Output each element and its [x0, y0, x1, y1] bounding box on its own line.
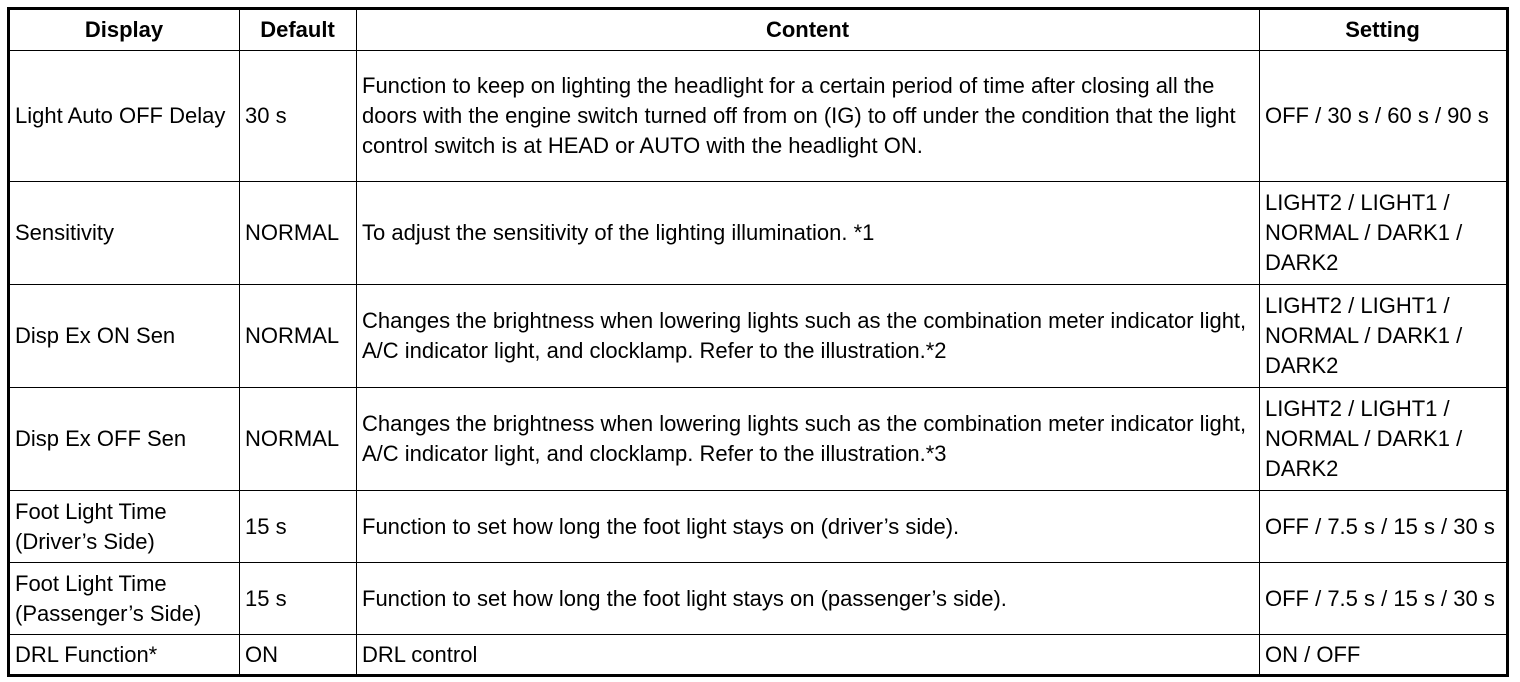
cell-display: DRL Function* [9, 635, 240, 676]
cell-default: NORMAL [240, 182, 357, 285]
header-content: Content [357, 9, 1260, 51]
cell-content: DRL control [357, 635, 1260, 676]
table-row [9, 388, 1508, 491]
cell-display: Light Auto OFF Delay [9, 51, 240, 182]
table-row [9, 635, 1508, 676]
cell-default: 30 s [240, 51, 357, 182]
cell-default: ON [240, 635, 357, 676]
cell-content: Function to set how long the foot light stays on (driver’s side). [357, 491, 1260, 563]
cell-display: Sensitivity [9, 182, 240, 285]
cell-setting: OFF / 30 s / 60 s / 90 s [1260, 51, 1508, 182]
cell-setting: LIGHT2 / LIGHT1 / NORMAL / DARK1 / DARK2 [1260, 182, 1508, 285]
cell-default: 15 s [240, 563, 357, 635]
cell-setting: OFF / 7.5 s / 15 s / 30 s [1260, 491, 1508, 563]
cell-setting: OFF / 7.5 s / 15 s / 30 s [1260, 563, 1508, 635]
settings-table [7, 7, 1509, 677]
cell-default: 15 s [240, 491, 357, 563]
header-setting: Setting [1260, 9, 1508, 51]
header-display: Display [9, 9, 240, 51]
cell-content: Function to set how long the foot light stays on (passenger’s side). [357, 563, 1260, 635]
cell-display: Disp Ex ON Sen [9, 285, 240, 388]
table-row [9, 563, 1508, 635]
cell-content: To adjust the sensitivity of the lighting illumination. *1 [357, 182, 1260, 285]
header-row [9, 9, 1508, 51]
cell-content: Changes the brightness when lowering lights such as the combination meter indicator light, A/C indicator light, and clocklamp. Refer to the illustration.*2 [357, 285, 1260, 388]
cell-default: NORMAL [240, 285, 357, 388]
cell-setting: LIGHT2 / LIGHT1 / NORMAL / DARK1 / DARK2 [1260, 388, 1508, 491]
cell-default: NORMAL [240, 388, 357, 491]
table-row [9, 491, 1508, 563]
cell-content: Function to keep on lighting the headlight for a certain period of time after closing all the doors with the engine switch turned off from on (IG) to off under the condition that the light control switch is at HEAD or AUTO with the headlight ON. [357, 51, 1260, 182]
table-row [9, 285, 1508, 388]
cell-display: Foot Light Time (Driver’s Side) [9, 491, 240, 563]
table-row [9, 51, 1508, 182]
table-row [9, 182, 1508, 285]
cell-setting: LIGHT2 / LIGHT1 / NORMAL / DARK1 / DARK2 [1260, 285, 1508, 388]
cell-display: Foot Light Time (Passenger’s Side) [9, 563, 240, 635]
cell-content: Changes the brightness when lowering lights such as the combination meter indicator light, A/C indicator light, and clocklamp. Refer to the illustration.*3 [357, 388, 1260, 491]
cell-display: Disp Ex OFF Sen [9, 388, 240, 491]
cell-setting: ON / OFF [1260, 635, 1508, 676]
header-default: Default [240, 9, 357, 51]
